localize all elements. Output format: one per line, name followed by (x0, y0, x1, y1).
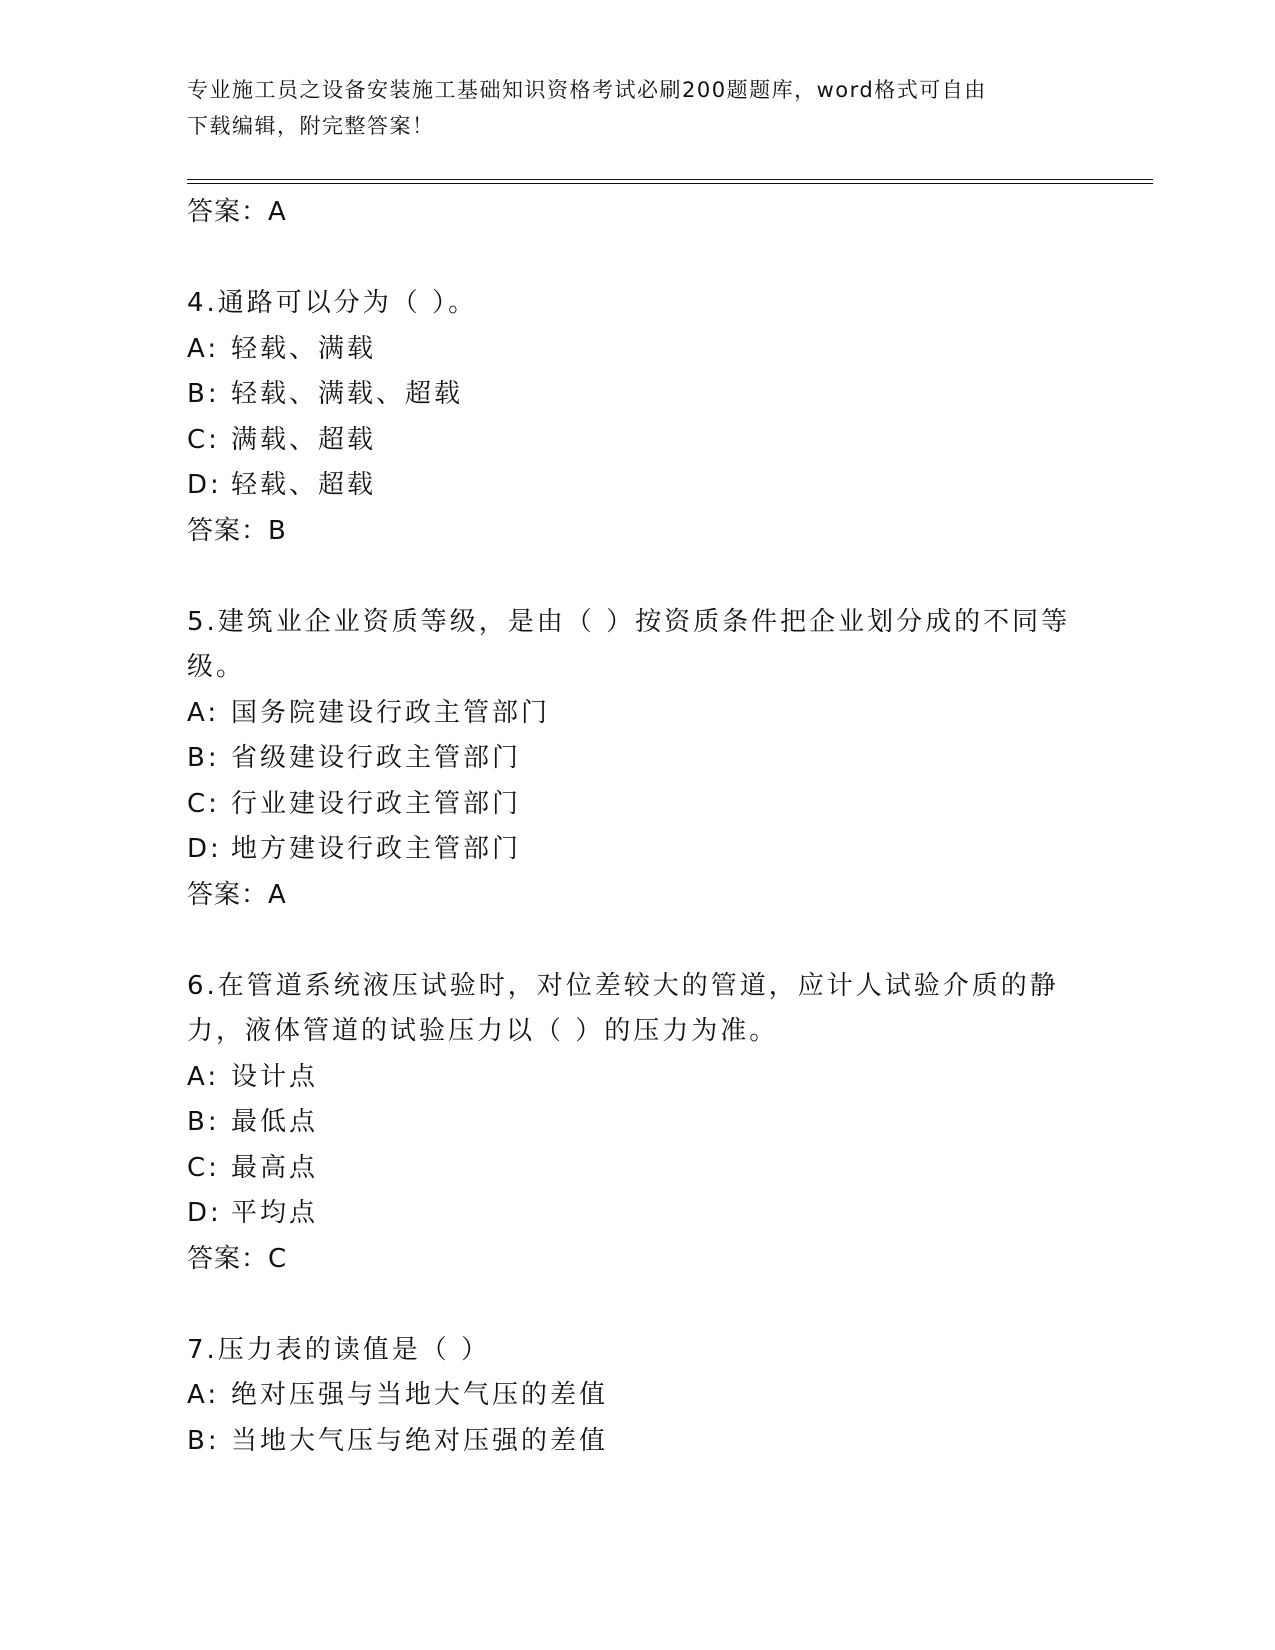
answer-line: 答案：C (187, 1243, 288, 1274)
spacer (187, 554, 1087, 600)
option-label: B: (187, 743, 220, 773)
header-line-1: 专业施工员之设备安装施工基础知识资格考试必刷200题题库，word格式可自由 (187, 78, 987, 102)
option-label: A: (187, 1061, 220, 1092)
option-label: D: (187, 834, 222, 864)
answer-line: 答案：B (187, 515, 287, 546)
option-text: 国务院建设行政主管部门 (231, 697, 551, 728)
option-label: A: (187, 333, 220, 364)
header-rule-top (187, 179, 1153, 180)
option-b[interactable] (187, 1419, 1087, 1465)
spacer (187, 236, 1087, 282)
answer-line: 答案：A (187, 197, 287, 227)
option-b[interactable] (187, 736, 1087, 782)
question-stem: 7.压力表的读值是（ ） (187, 1334, 491, 1365)
document-header (187, 72, 1087, 144)
option-text: 省级建设行政主管部门 (231, 743, 522, 773)
option-text: 行业建设行政主管部门 (231, 788, 522, 819)
option-d[interactable] (187, 463, 1087, 509)
option-a[interactable] (187, 1373, 1087, 1419)
option-text: 平均点 (231, 1198, 319, 1228)
option-a[interactable] (187, 1055, 1087, 1101)
option-label: B: (187, 379, 220, 409)
option-text: 轻载、满载、超载 (231, 379, 464, 409)
option-label: C: (187, 788, 220, 819)
question-stem: 5.建筑业企业资质等级，是由（ ）按资质条件把企业划分成的不同等 (187, 606, 1071, 637)
option-label: D: (187, 1198, 222, 1228)
question-6 (187, 964, 1087, 1283)
option-label: B: (187, 1107, 220, 1137)
option-d[interactable] (187, 1191, 1087, 1237)
option-label: C: (187, 1152, 220, 1183)
option-a[interactable] (187, 691, 1087, 737)
option-d[interactable] (187, 827, 1087, 873)
option-text: 当地大气压与绝对压强的差值 (231, 1425, 609, 1456)
spacer (187, 1282, 1087, 1328)
option-text: 地方建设行政主管部门 (231, 834, 522, 864)
answer-line: 答案：A (187, 879, 287, 910)
question-stem-cont: 级。 (187, 652, 246, 682)
header-line-2: 下载编辑，附完整答案！ (187, 114, 435, 138)
option-text: 最低点 (231, 1107, 319, 1137)
question-stem: 6.在管道系统液压试验时，对位差较大的管道，应计人试验介质的静 (187, 970, 1059, 1001)
question-stem-cont: 力，液体管道的试验压力以（ ）的压力为准。 (187, 1016, 779, 1046)
question-7 (187, 1328, 1087, 1465)
option-b[interactable] (187, 372, 1087, 418)
option-text: 绝对压强与当地大气压的差值 (231, 1380, 609, 1410)
option-b[interactable] (187, 1100, 1087, 1146)
option-label: B: (187, 1425, 220, 1456)
question-5 (187, 600, 1087, 919)
option-label: D: (187, 470, 222, 500)
option-text: 轻载、满载 (231, 333, 377, 364)
option-c[interactable] (187, 1146, 1087, 1192)
option-text: 最高点 (231, 1152, 319, 1183)
option-text: 设计点 (231, 1061, 319, 1092)
option-c[interactable] (187, 418, 1087, 464)
option-label: A: (187, 1380, 220, 1410)
option-label: A: (187, 697, 220, 728)
option-c[interactable] (187, 782, 1087, 828)
header-rule-bottom (187, 183, 1153, 184)
option-label: C: (187, 424, 220, 455)
spacer (187, 918, 1087, 964)
option-text: 满载、超载 (231, 424, 377, 455)
option-text: 轻载、超载 (231, 470, 377, 500)
question-4 (187, 281, 1087, 554)
question-list (187, 190, 1087, 1464)
option-a[interactable] (187, 327, 1087, 373)
question-stem: 4.通路可以分为（ ）。 (187, 288, 478, 318)
